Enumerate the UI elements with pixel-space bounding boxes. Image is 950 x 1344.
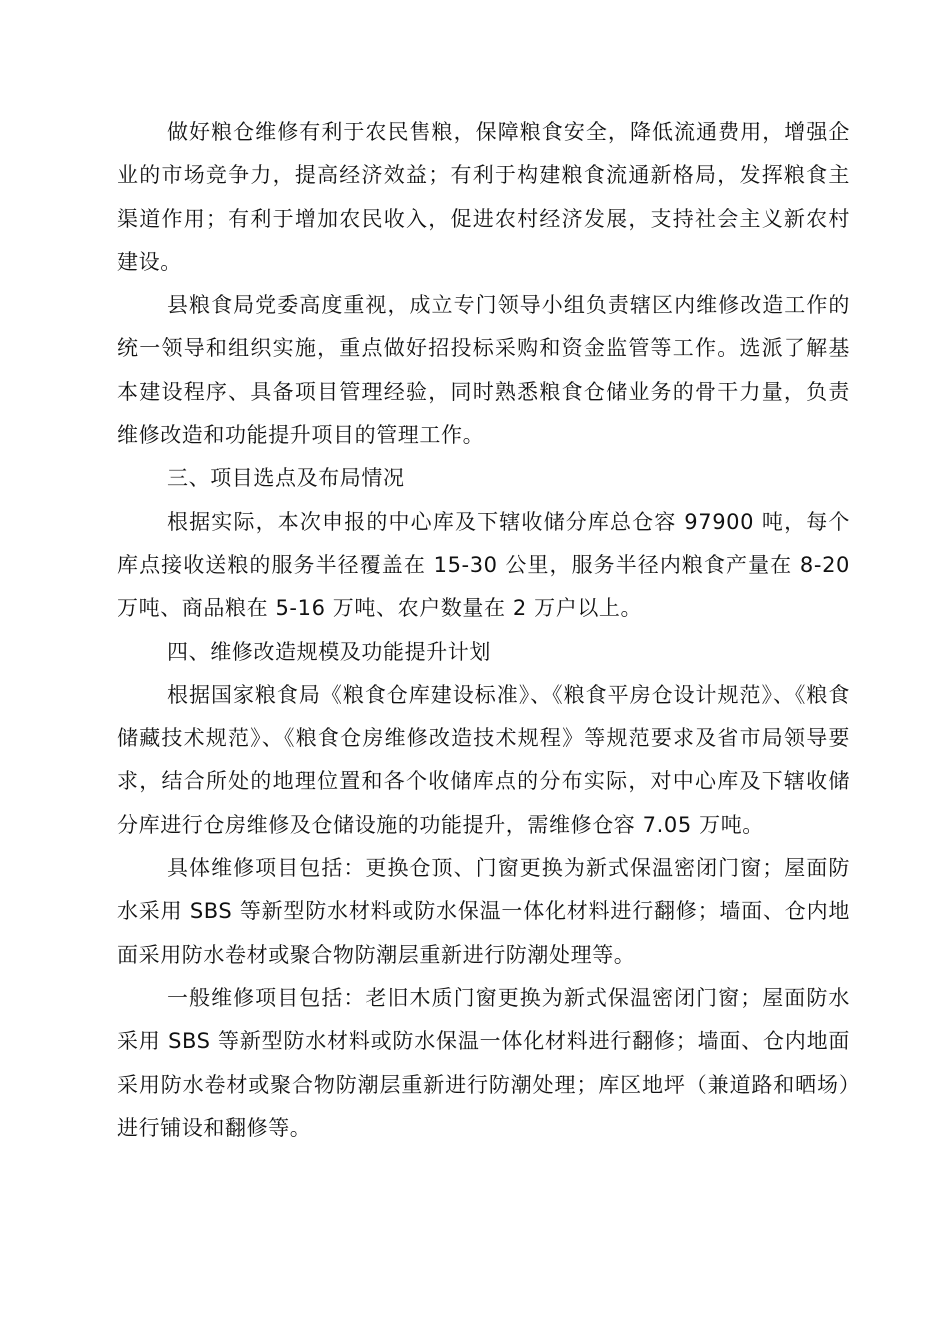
- paragraph-site-capacity: 根据实际，本次申报的中心库及下辖收储分库总仓容 97900 吨，每个库点接收送粮的服务半径覆盖在 15-30 公里，服务半径内粮食产量在 8-20 万吨、商品粮在 5-16 万吨、农户数量在 2 万户以上。: [117, 509, 850, 621]
- paragraph-general-repair-items: 一般维修项目包括：老旧木质门窗更换为新式保温密闭门窗；屋面防水采用 SBS 等新型防水材料或防水保温一体化材料进行翻修；墙面、仓内地面采用防水卷材或聚合物防潮层重新进行防潮处理；库区地坪（兼道路和晒场）进行铺设和翻修等。: [117, 985, 850, 1140]
- paragraph-specific-repair-items: 具体维修项目包括：更换仓顶、门窗更换为新式保温密闭门窗；屋面防水采用 SBS 等新型防水材料或防水保温一体化材料进行翻修；墙面、仓内地面采用防水卷材或聚合物防潮层重新进行防潮处理等。: [117, 856, 850, 967]
- paragraph-party-committee-leadership: 县粮食局党委高度重视，成立专门领导小组负责辖区内维修改造工作的统一领导和组织实施，重点做好招投标采购和资金监管等工作。选派了解基本建设程序、具备项目管理经验，同时熟悉粮食仓储业务的骨干力量，负责维修改造和功能提升项目的管理工作。: [117, 293, 850, 448]
- paragraph-grain-warehouse-benefits: 做好粮仓维修有利于农民售粮，保障粮食安全，降低流通费用，增强企业的市场竞争力，提高经济效益；有利于构建粮食流通新格局，发挥粮食主渠道作用；有利于增加农民收入，促进农村经济发展，支持社会主义新农村建设。: [117, 120, 850, 274]
- section-heading-site-selection: 三、项目选点及布局情况: [167, 466, 405, 491]
- paragraph-renovation-standards: 根据国家粮食局《粮食仓库建设标准》、《粮食平房仓设计规范》、《粮食储藏技术规范》、《粮食仓房维修改造技术规程》等规范要求及省市局领导要求，结合所处的地理位置和各个收储库点的分布实际，对中心库及下辖收储分库进行仓房维修及仓储设施的功能提升，需维修仓容 7.05 万吨。: [117, 682, 850, 837]
- document-body: [117, 111, 850, 1150]
- section-heading-renovation-plan: 四、维修改造规模及功能提升计划: [167, 639, 491, 664]
